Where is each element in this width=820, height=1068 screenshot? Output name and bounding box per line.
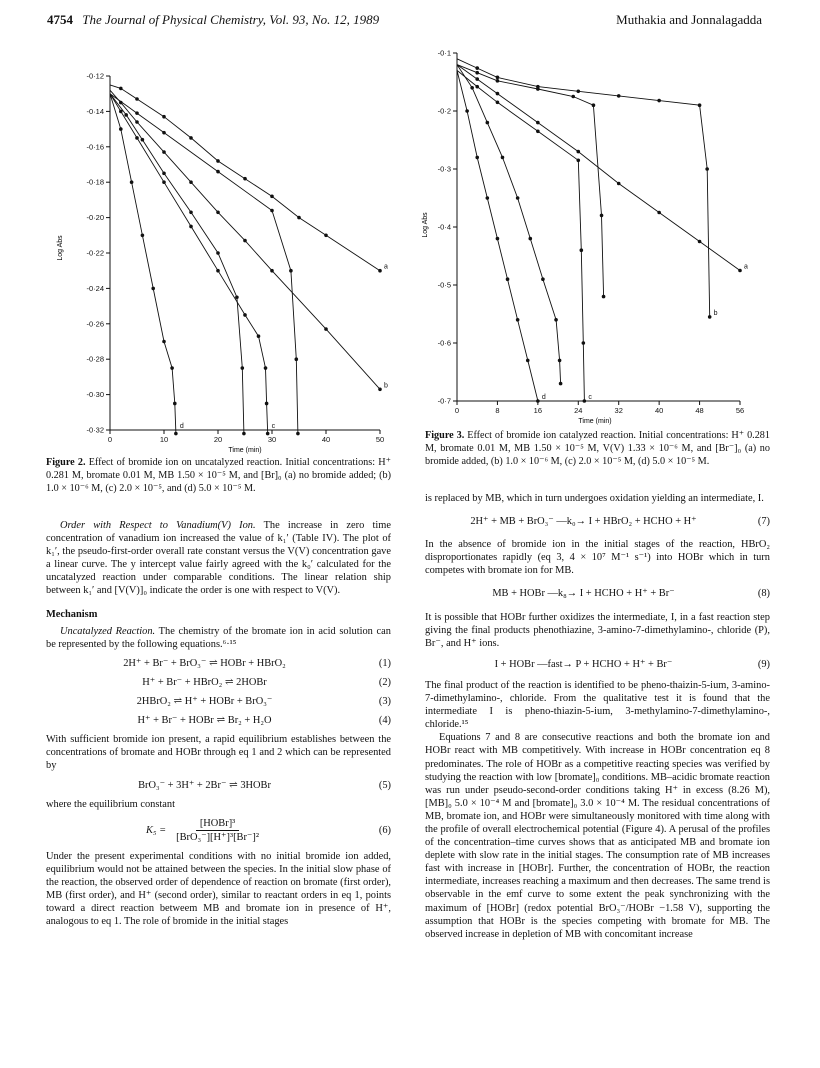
- fig3-data-point: [580, 248, 584, 252]
- fig3-y-tick-label: -0·2: [437, 106, 451, 116]
- fig2-y-tick-label: -0·16: [86, 142, 104, 152]
- figure-2-caption: [46, 456, 391, 495]
- figure-2-chart: [40, 58, 390, 456]
- fig3-data-point: [528, 237, 532, 241]
- fig3-caption-label: Figure 3.: [425, 430, 465, 441]
- fig3-data-point: [496, 79, 500, 83]
- possible-paragraph: It is possible that HOBr further oxidizes the intermediate, I, in a fast reaction step giving the final products phenothiazine, 3-amino-7-dimethylamino-, chloride (P), Br⁻, and H⁺ ions.: [425, 611, 770, 649]
- fig3-data-point: [698, 240, 702, 244]
- fig2-data-point: [216, 251, 220, 255]
- equation-3: 2HBrO₂ ⇌ H⁺ + HOBr + BrO₃⁻ (3): [136, 696, 391, 708]
- fig2-data-point: [270, 209, 274, 213]
- fig3-data-point: [470, 86, 474, 90]
- fig2-series-line-unlabeled-5: [110, 94, 298, 434]
- fig2-data-point: [189, 136, 193, 140]
- fig3-data-point: [496, 237, 500, 241]
- fig2-xlabel: Time (min): [228, 447, 262, 454]
- equation-1: 2H⁺ + Br⁻ + BrO₃⁻ ⇌ HOBr + HBrO₂ (1): [123, 657, 391, 669]
- fig2-y-tick-label: -0·18: [86, 177, 104, 187]
- fig2-data-point: [162, 150, 166, 154]
- fig3-data-point: [576, 89, 580, 93]
- fig2-data-point: [216, 170, 220, 174]
- fig3-data-point: [602, 295, 606, 299]
- fig3-caption-text: Effect of bromide ion catalyzed reaction. Initial concentrations: H⁺ 0.281 M, bromate 0.01 M, MB 1.50 × 10⁻⁵ M, V(V) 1.33 × 10⁻⁶ M, and [Br⁻]₀ (a) no bromide added, (b) 1.0 × 10⁻⁶ M, (c) 2.0 × 10⁻⁵ M, (d) 5.0 × 10⁻⁵ M.: [425, 430, 770, 467]
- fig3-series-line-unlabeled-5: [457, 65, 561, 384]
- fig3-data-point: [516, 318, 520, 322]
- fig2-series-label-a: a: [384, 263, 388, 271]
- fig2-x-tick-label: 20: [213, 435, 223, 444]
- fig3-data-point: [536, 130, 540, 134]
- fig3-x-tick-label: 48: [695, 406, 704, 415]
- fig2-data-point: [162, 340, 166, 344]
- fig2-x-tick-label: 10: [159, 435, 169, 444]
- fig3-data-point: [657, 211, 661, 215]
- fig2-data-point: [295, 357, 299, 361]
- fig3-series-label-d: d: [541, 394, 546, 401]
- fig2-data-point: [324, 327, 328, 331]
- fig2-data-point: [242, 432, 246, 436]
- fig2-data-point: [162, 115, 166, 119]
- fig2-data-point: [135, 120, 139, 124]
- fig2-y-tick-label: -0·26: [86, 319, 104, 329]
- journal-citation: The Journal of Physical Chemistry, Vol. 93, No. 12, 1989: [82, 12, 380, 27]
- fig3-series-label-a: a: [744, 263, 748, 271]
- where-paragraph: where the equilibrium constant: [46, 798, 175, 810]
- fig3-data-point: [708, 315, 712, 319]
- fig3-series-line-a: [457, 65, 740, 271]
- fig2-data-point: [135, 111, 139, 115]
- fig2-series-label-c: c: [271, 423, 276, 430]
- fig2-x-tick-label: 0: [107, 435, 113, 444]
- fig3-data-point: [554, 318, 558, 322]
- vanadium-heading: Order with Respect to Vanadium(V) Ion.: [60, 520, 256, 531]
- fig3-data-point: [486, 121, 490, 125]
- fig2-data-point: [289, 269, 293, 273]
- fig2-data-point: [174, 432, 178, 436]
- fig2-y-tick-label: -0·12: [86, 71, 104, 81]
- fig2-series-line-unlabeled-4: [110, 94, 244, 434]
- fig2-data-point: [189, 180, 193, 184]
- equation-5: BrO₃⁻ + 3H⁺ + 2Br⁻ ⇌ 3HOBr (5): [138, 779, 391, 791]
- figure-3-caption: [425, 429, 770, 468]
- fig3-data-point: [592, 103, 596, 107]
- fig3-data-point: [558, 359, 562, 363]
- fig3-x-tick-label: 0: [454, 406, 460, 415]
- fig2-data-point: [243, 177, 247, 181]
- fig2-data-point: [141, 138, 145, 142]
- fig3-data-point: [576, 159, 580, 163]
- fig2-series-line-c: [110, 94, 268, 434]
- fig2-y-tick-label: -0·30: [86, 390, 104, 400]
- left-column: [46, 519, 391, 928]
- fig2-caption-text: Effect of bromide ion on uncatalyzed reaction. Initial concentrations: H⁺ 0.281 M, bromate 0.01 M, MB 1.50 × 10⁻⁵ M, and [Br]₀ (a) no bromide added; (b) 1.0 × 10⁻⁶ M, (c) 2.0 × 10⁻⁵, and (d) 5.0 × 10⁻⁵ M.: [46, 457, 391, 494]
- fig2-data-point: [173, 402, 177, 406]
- fig2-ylabel: Log Abs: [57, 235, 64, 261]
- fig3-series-line-d: [457, 70, 538, 401]
- fig2-data-point: [141, 234, 145, 238]
- fig3-data-point: [657, 99, 661, 103]
- fig2-data-point: [170, 366, 174, 370]
- fig2-y-tick-label: -0·28: [86, 354, 104, 364]
- fig3-data-point: [576, 150, 580, 154]
- fig2-data-point: [189, 210, 193, 214]
- fig2-y-tick-label: -0·24: [86, 283, 104, 293]
- fig3-data-point: [475, 156, 479, 160]
- fig3-x-tick-label: 56: [735, 406, 745, 415]
- fig2-y-tick-label: -0·14: [86, 106, 104, 116]
- fig3-data-point: [501, 156, 505, 160]
- fig3-data-point: [506, 277, 510, 281]
- fig3-series-label-b: b: [713, 309, 718, 317]
- under-conditions-paragraph: Under the present experimental conditions with no initial bromide ion added, equilibrium would not be attained between the species. In the initial slow phase of the reaction, the observed order of dependence of reaction on bromate (first order), MB (first order), and H⁺ (second order), similar to reactant orders in eq 1, points toward a direct reaction betweem MB and bromate ion in presence of H⁺, analogous to eq 1. The role of bromide in the initial stages: [46, 850, 391, 928]
- fig3-data-point: [571, 95, 575, 99]
- running-header-left: [47, 12, 379, 28]
- fig3-data-point: [516, 196, 520, 200]
- fig2-data-point: [216, 269, 220, 273]
- fig3-data-point: [536, 121, 540, 125]
- fig2-data-point: [378, 387, 382, 391]
- fig2-data-point: [162, 131, 166, 135]
- fig3-data-point: [486, 196, 490, 200]
- fig2-data-point: [243, 239, 247, 243]
- fig3-data-point: [536, 399, 540, 403]
- fig3-x-tick-label: 32: [614, 406, 623, 415]
- vanadium-text: The increase in zero time concentration of vanadium ion increased the value of k₁′ (Table IV). The plot of k₁′, the pseudo-first-order overall rate constant versus the V(V) concentration gave a linear curve. The y intercept value fairly agreed with the k₀′ calculated for the uncatalyzed reaction under comparable conditions. The linear relation ship between k₁′ and [V(V)]₀ indicate the order is one with respect to V(V).: [46, 520, 391, 597]
- uncatalyzed-paragraph: [46, 625, 391, 651]
- equation-2: H⁺ + Br⁻ + HBrO₂ ⇌ 2HOBr (2): [142, 676, 391, 688]
- fig3-x-tick-label: 40: [654, 406, 664, 415]
- fig2-data-point: [135, 97, 139, 101]
- fig3-y-tick-label: -0·4: [437, 222, 451, 232]
- fig3-data-point: [559, 382, 563, 386]
- fig3-y-tick-label: -0·1: [437, 48, 451, 58]
- fig2-data-point: [216, 159, 220, 163]
- equation-6: K₅ = [HOBr]³ [BrO₃⁻][H⁺]³[Br⁻]² (6): [145, 817, 391, 843]
- fig2-data-point: [264, 366, 268, 370]
- fig3-y-tick-label: -0·7: [437, 396, 451, 406]
- fig3-y-tick-label: -0·6: [437, 338, 451, 348]
- fig2-x-tick-label: 30: [267, 435, 277, 444]
- fig2-data-point: [119, 87, 123, 91]
- fig2-series-line-d: [110, 94, 176, 434]
- page-number: 4754: [47, 12, 73, 27]
- equilibrium-paragraph: With sufficient bromide ion present, a rapid equilibrium establishes between the concentrations of bromate and HOBr through eq 1 and 2 which can be represented by: [46, 734, 391, 772]
- fig3-data-point: [541, 277, 545, 281]
- vanadium-paragraph: [46, 519, 391, 598]
- fig3-data-point: [617, 182, 621, 186]
- eq6-denominator: [BrO₃⁻][H⁺]³[Br⁻]²: [176, 831, 259, 843]
- fig2-caption-label: Figure 2.: [46, 457, 86, 468]
- fig3-series-line-c: [457, 70, 584, 401]
- fig2-data-point: [265, 402, 269, 406]
- fig2-data-point: [270, 269, 274, 273]
- fig3-x-tick-label: 8: [495, 406, 500, 415]
- fig3-data-point: [617, 94, 621, 98]
- fig3-x-tick-label: 24: [574, 406, 583, 415]
- absence-paragraph: In the absence of bromide ion in the initial stages of the reaction, HBrO₂ disproportionates rapidly (eq 3, 4 × 10⁷ M⁻¹ s⁻¹) into HOBr which in turn competes with bromate ion for MB.: [425, 539, 770, 577]
- fig3-data-point: [536, 87, 540, 91]
- fig2-data-point: [257, 334, 261, 338]
- eq6-lhs: K₅ =: [145, 824, 167, 836]
- fig3-data-point: [475, 66, 479, 70]
- fig3-data-point: [526, 359, 530, 363]
- fig2-data-point: [297, 216, 301, 220]
- fig2-data-point: [189, 225, 193, 229]
- final-product-paragraph: The final product of the reaction is identified to be pheno-thaizin-5-ium, 3-amino-7-dimethylamino-, chloride. From the qualitative test it is found that the intermediate I is pheno-thiazin-5-ium, 3-methylamino-7-dimethylamino-, chloride.¹⁵: [425, 679, 770, 731]
- fig3-data-point: [475, 85, 479, 89]
- fig2-y-tick-label: -0·20: [86, 213, 104, 223]
- fig2-y-tick-label: -0·32: [86, 425, 104, 435]
- fig2-data-point: [296, 432, 300, 436]
- fig2-data-point: [241, 366, 245, 370]
- fig3-data-point: [583, 399, 587, 403]
- fig2-data-point: [130, 180, 134, 184]
- fig3-data-point: [582, 341, 586, 345]
- equation-9: I + HOBr —fast→ P + HCHO + H⁺ + Br⁻ (9): [494, 658, 770, 670]
- fig3-data-point: [600, 214, 604, 218]
- fig2-data-point: [270, 195, 274, 199]
- fig2-data-point: [378, 269, 382, 273]
- fig3-data-point: [496, 101, 500, 105]
- fig3-xlabel: Time (min): [578, 418, 612, 425]
- fig2-data-point: [266, 432, 270, 436]
- fig2-data-point: [216, 210, 220, 214]
- fig3-x-tick-label: 16: [533, 406, 543, 415]
- fig3-data-point: [475, 77, 479, 81]
- eq6-numerator: [HOBr]³: [196, 817, 239, 831]
- fig2-series-label-b: b: [384, 382, 388, 390]
- equation-4: H⁺ + Br⁻ + HOBr ⇌ Br₂ + H₂O (4): [137, 715, 391, 727]
- fig3-series-label-c: c: [588, 394, 592, 401]
- fig3-data-point: [496, 76, 500, 80]
- fig2-y-tick-label: -0·22: [86, 248, 104, 258]
- fig2-data-point: [162, 172, 166, 176]
- right-column: [425, 492, 770, 941]
- fig3-y-tick-label: -0·3: [437, 164, 451, 174]
- fig3-series-line-b: [457, 59, 710, 317]
- fig3-data-point: [475, 71, 479, 75]
- fig2-x-tick-label: 40: [321, 435, 331, 444]
- fig2-data-point: [151, 287, 155, 291]
- replaced-paragraph: is replaced by MB, which in turn undergoes oxidation yielding an intermediate, I.: [425, 493, 764, 504]
- fig2-data-point: [162, 180, 166, 184]
- fig2-data-point: [235, 295, 239, 299]
- fig3-data-point: [705, 167, 709, 171]
- uncatalyzed-heading: Uncatalyzed Reaction.: [60, 625, 156, 637]
- fig2-data-point: [135, 136, 139, 140]
- fig3-data-point: [496, 92, 500, 96]
- uncatalyzed-text: The chemistry of the bromate ion in acid solution can be represented by the following equations.⁶·¹⁵: [46, 625, 391, 650]
- figure-3-chart: [415, 45, 775, 427]
- mechanism-heading: Mechanism: [46, 608, 98, 620]
- fig3-data-point: [465, 109, 469, 113]
- fig2-x-tick-label: 50: [375, 435, 385, 444]
- equation-7: 2H⁺ + MB + BrO₃⁻ —k₀→ I + HBrO₂ + HCHO + H⁺ (7): [470, 516, 770, 528]
- fig2-data-point: [124, 113, 128, 117]
- equations-discussion-paragraph: Equations 7 and 8 are consecutive reactions and both the bromate ion and HOBr react with MB competitively. With increase in HOBr concentration eq 8 predominates. The role of HOBr as a competitive reacting species was verified by studying the reaction with low [bromate]₀ conditions. MB–acidic bromate reaction was run under pseudo-second-order conditions taking H⁺ in excess (8.26 M), [MB]₀ 5.0 × 10⁻⁴ M and [bromate]₀ 3.0 × 10⁻⁴ M. The residual concentrations of MB, bromate ion, and HOBr were simultaneously monitored with time along with the profile of overall electrochemical potential (Figure 4). A perusal of the profiles of the concentration–time curves shows that as anticipated MB and bromate ion deplete with slow rate in the initial stages. The consumption rate of MB increases fast with increase in [HOBr]. Further, the concentration of HOBr, the reaction intermediate, increases reaching a maximum and then decreases. The same trend is observable in the emf curve to some extent the peak synchronizing with the maximum of [HOBr] (redox potential BrO₃⁻/HOBr −1.58 V), supporting the assumption that HOBr is the species competing with bromate for MB. The observed increase in depletion of MB with concomitant increase: [425, 732, 770, 940]
- fig3-y-tick-label: -0·5: [437, 280, 451, 290]
- fig2-data-point: [324, 234, 328, 238]
- fig3-data-point: [738, 269, 742, 273]
- fig3-ylabel: Log Abs: [422, 212, 429, 238]
- equation-8: MB + HOBr —k₈→ I + HCHO + H⁺ + Br⁻ (8): [492, 588, 770, 600]
- fig2-series-label-d: d: [179, 423, 184, 430]
- running-header-authors: Muthakia and Jonnalagadda: [616, 12, 762, 27]
- fig2-data-point: [119, 127, 123, 131]
- fig3-data-point: [698, 103, 702, 107]
- fig2-data-point: [243, 313, 247, 317]
